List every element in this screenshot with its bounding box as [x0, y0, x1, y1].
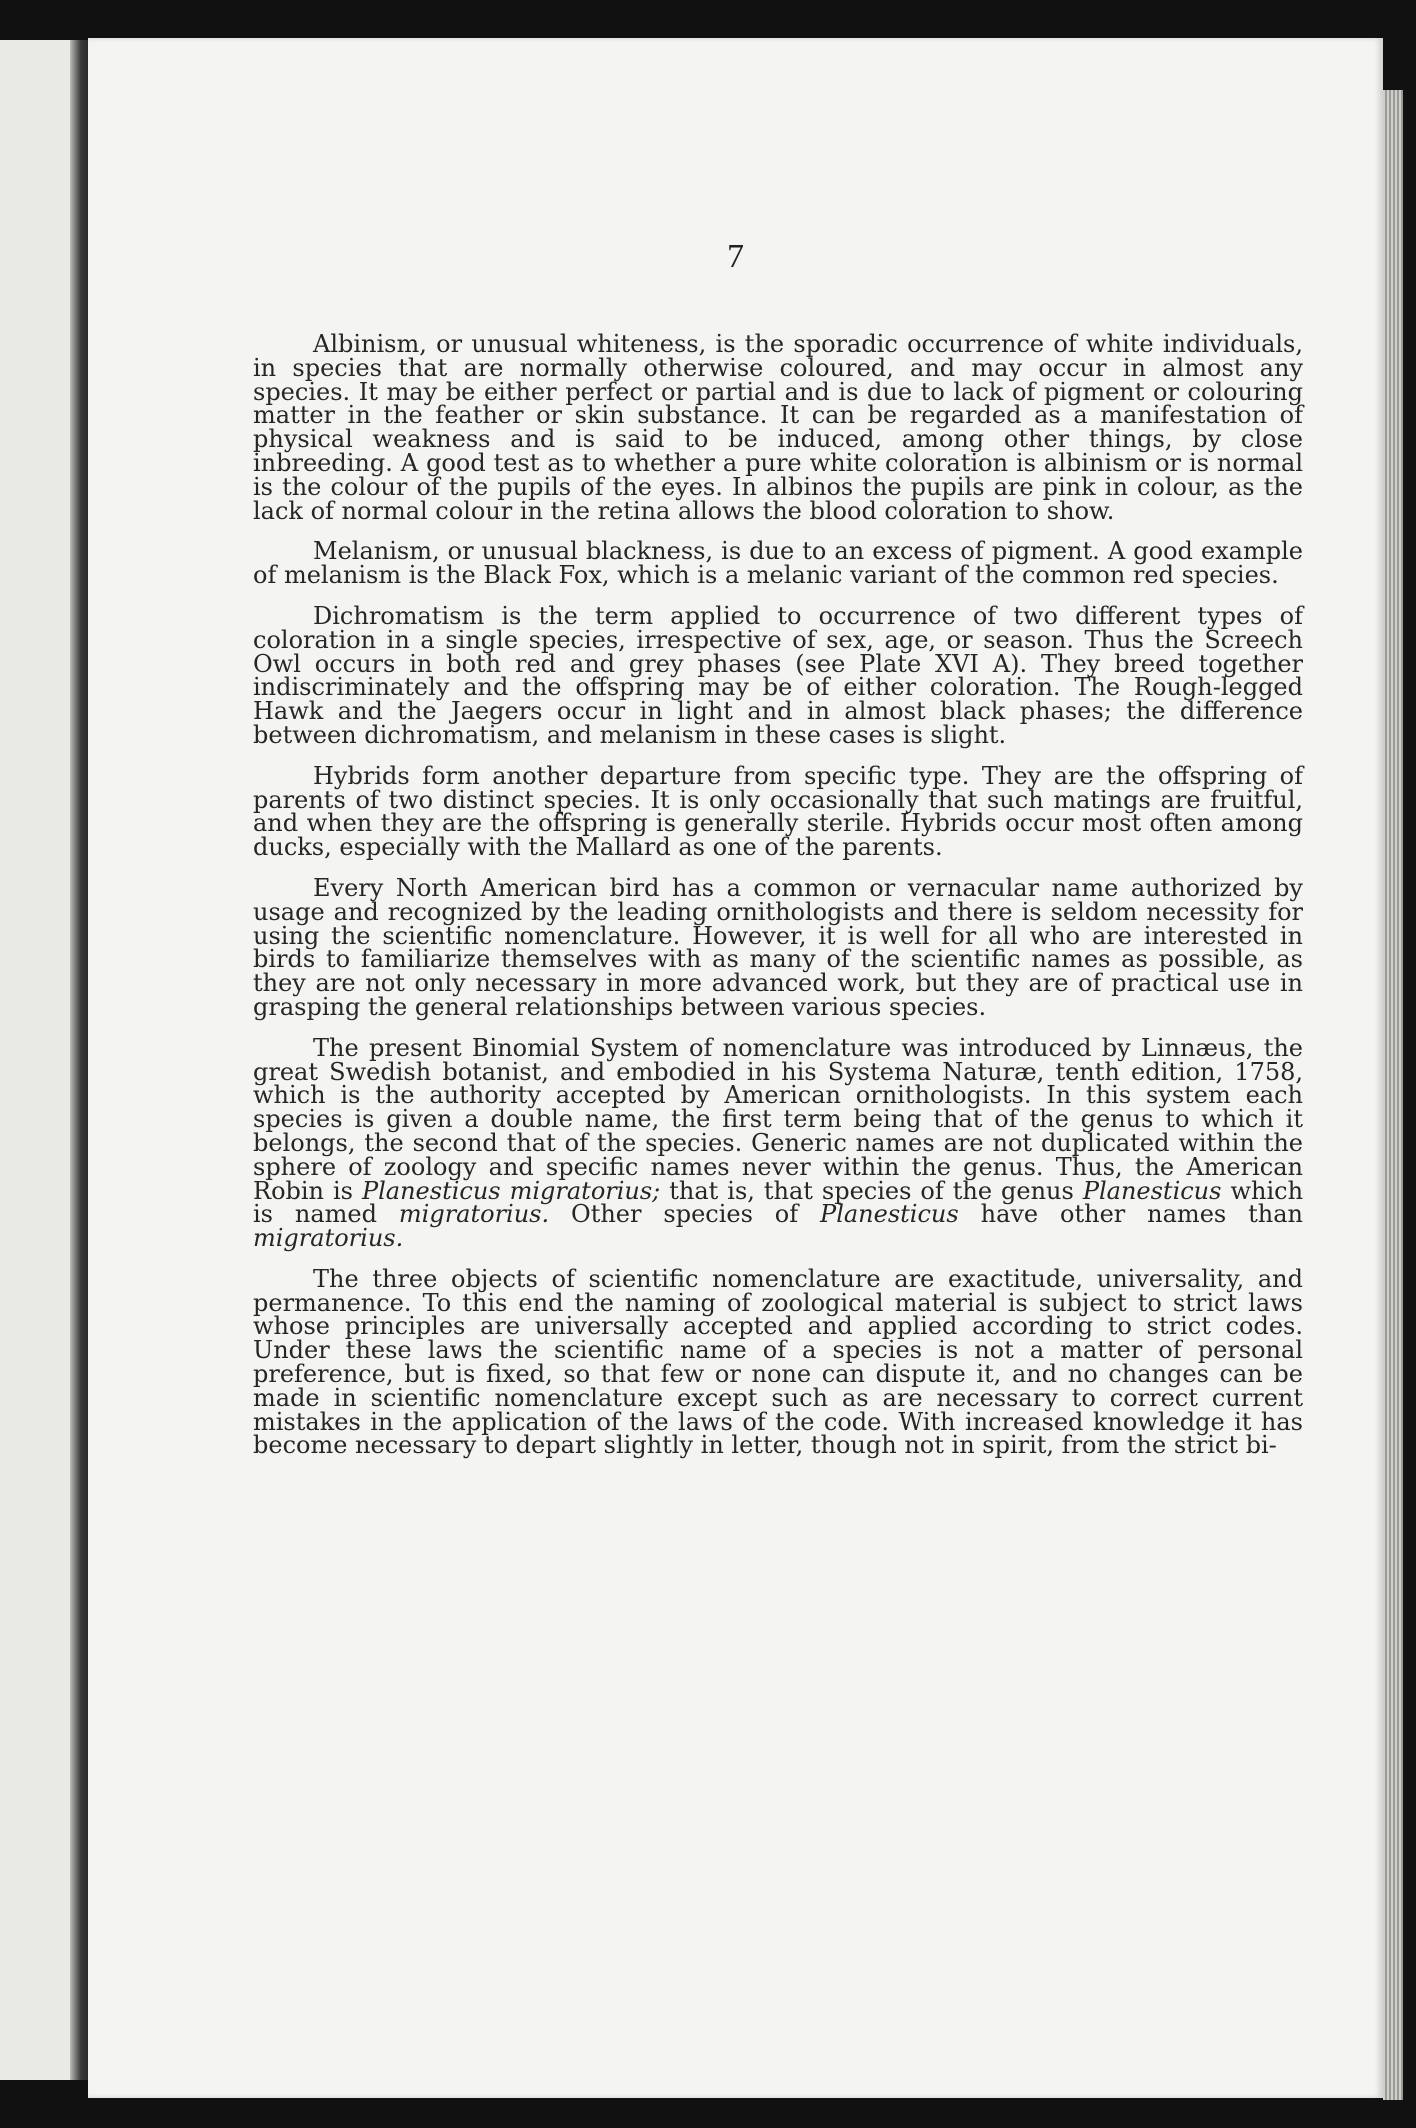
- book-page: [88, 38, 1383, 2098]
- italic-term: migratorius.: [398, 1200, 550, 1229]
- facing-page-edge: [0, 40, 70, 2080]
- text-segment: Dichromatism is the term applied to occurrence of two different types of coloration in a single species, irrespective of sex, age, or season. Thus the Screech Owl occurs in both red and grey phases (see Plate XVI A). They breed together indiscriminately and the offspring may be of either coloration. The Rough-legged Hawk and the Jaegers occur in light and in almost black phases; the difference between dichromatism, and melanism in these cases is slight.: [253, 601, 1303, 749]
- italic-term: Planesticus: [820, 1200, 959, 1229]
- paragraph-nomenclature-objects: [253, 1264, 1303, 1460]
- text-segment: Albinism, or unusual whiteness, is the sporadic occurrence of white individuals, in species that are normally otherwise coloured, and may occur in almost any species. It may be either perfect or partial and is due to lack of pigment or colouring matter in the feather or skin substance. It can be regarded as a manifestation of physical weakness and is said to be induced, among other things, by close inbreeding. A good test as to whether a pure white coloration is albinism or is normal is the colour of the pupils of the eyes. In albinos the pupils are pink in colour, as the lack of normal colour in the retina allows the blood coloration to show.: [253, 330, 1303, 525]
- paragraph-common-names: [253, 873, 1303, 1021]
- italic-term: Planesticus: [1082, 1176, 1222, 1205]
- book-gutter: [70, 40, 88, 2080]
- text-segment: have other names than: [958, 1200, 1303, 1229]
- text-segment: Melanism, or unusual blackness, is due to an excess of pigment. A good example of melanism is the Black Fox, which is a melanic variant of the common red species.: [253, 537, 1303, 590]
- page-number: 7: [727, 238, 744, 275]
- text-segment: that is, that species of the genus: [660, 1176, 1083, 1205]
- italic-term: migratorius.: [253, 1224, 404, 1253]
- text-segment: which is named: [253, 1176, 1304, 1229]
- paragraph-dichromatism: [253, 601, 1303, 749]
- body-text: [253, 330, 1304, 1475]
- italic-term: Planesticus migratorius;: [361, 1176, 661, 1205]
- text-segment: Every North American bird has a common or vernacular name authorized by usage and recognized by the leading ornithologists and there is seldom necessity for using the scientific nomenclature. However, it is well for all who are interested in birds to familiarize themselves with as many of the scientific names as possible, as they are not only necessary in more advanced work, but they are of practical use in grasping the general relationships between various species.: [253, 873, 1303, 1021]
- page-stack-edge: [1383, 90, 1403, 2100]
- paragraph-albinism: [253, 330, 1303, 525]
- paragraph-binomial-system: [253, 1033, 1304, 1253]
- text-segment: Hybrids form another departure from specific type. They are the offspring of parents of two distinct species. It is only occasionally that such matings are fruitful, and when they are the offspring is generally sterile. Hybrids occur most often among ducks, especially with the Mallard as one of the parents.: [253, 761, 1303, 862]
- text-segment: The present Binomial System of nomenclature was introduced by Linnæus, the great Swedish botanist, and embodied in his Systema Naturæ, tenth edition, 1758, which is the authority accepted by American ornithologists. In this system each species is given a double name, the first term being that of the genus to which it belongs, the second that of the species. Generic names are not duplicated within the sphere of zoology and specific names never within the genus. Thus, the American Robin is: [253, 1033, 1303, 1205]
- text-segment: Other species of: [549, 1200, 821, 1229]
- paragraph-melanism: [253, 537, 1303, 590]
- paragraph-hybrids: [253, 761, 1303, 862]
- text-segment: The three objects of scientific nomenclature are exactitude, universality, and permanence. To this end the naming of zoological material is subject to strict laws whose principles are universally accepted and applied according to strict codes. Under these laws the scientific name of a species is not a matter of personal preference, but is fixed, so that few or none can dispute it, and no changes can be made in scientific nomenclature except such as are necessary to correct current mistakes in the application of the laws of the code. With increased knowledge it has become necessary to depart slightly in letter, though not in spirit, from the strict bi-: [253, 1264, 1303, 1460]
